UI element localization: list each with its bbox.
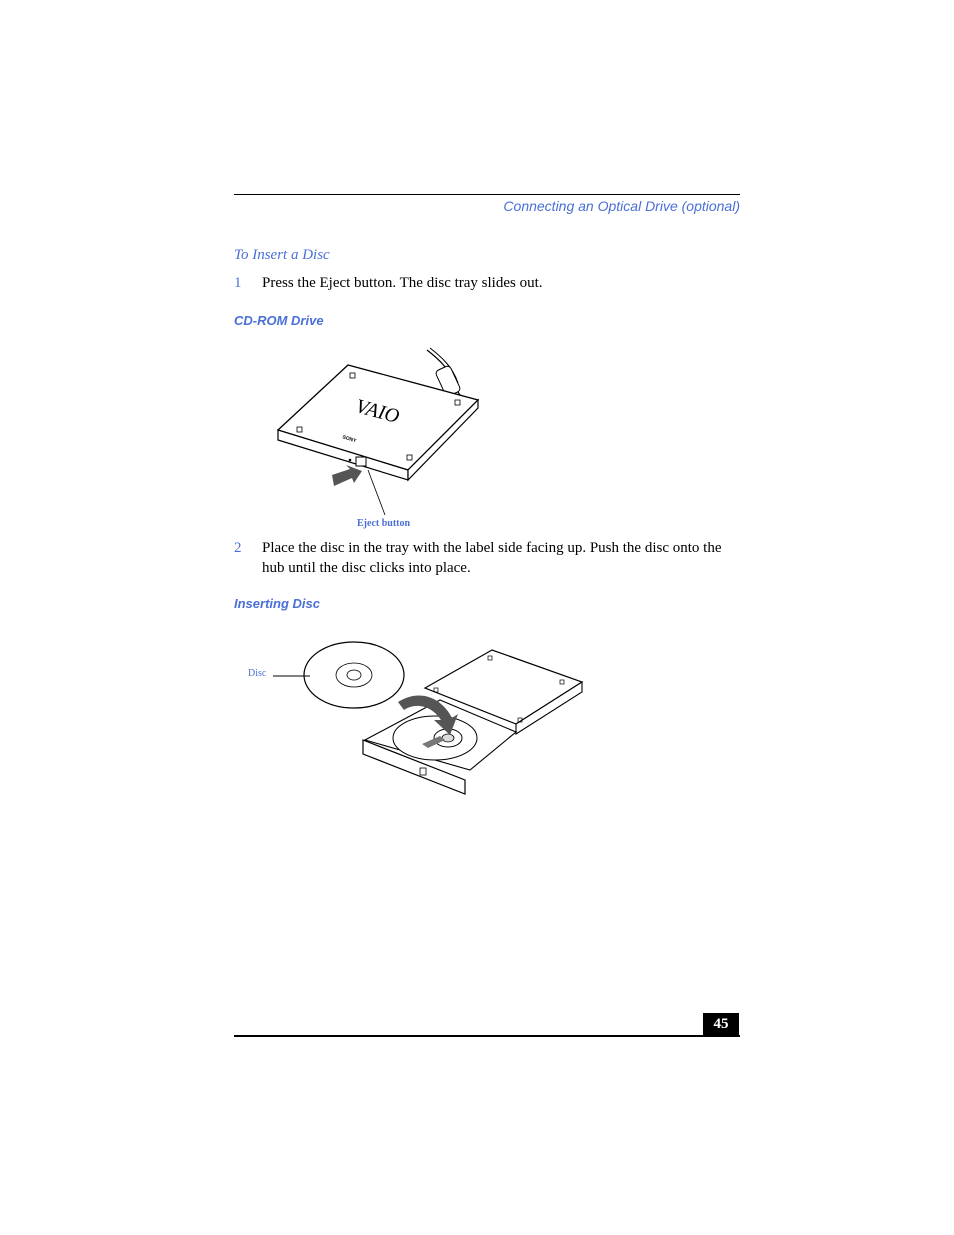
step-1-text: Press the Eject button. The disc tray slides out.: [262, 275, 543, 291]
figure-1-caption: CD-ROM Drive: [234, 313, 324, 328]
svg-text:SONY: SONY: [341, 434, 357, 445]
step-1-number: 1: [234, 275, 242, 291]
svg-text:VAIO: VAIO: [353, 395, 402, 428]
disc-callout: Disc: [248, 668, 267, 679]
running-header: Connecting an Optical Drive (optional): [503, 198, 740, 214]
header-rule: [234, 194, 740, 195]
page-number: 45: [703, 1013, 739, 1035]
inserting-disc-illustration: [270, 640, 590, 800]
eject-button-callout: Eject button: [357, 518, 411, 529]
cd-rom-drive-illustration: [270, 345, 490, 520]
footer-rule: [234, 1035, 740, 1037]
section-title: To Insert a Disc: [234, 247, 330, 263]
step-2-text: Place the disc in the tray with the label side facing up. Push the disc onto the hub until the disc clicks into place.: [262, 540, 722, 576]
figure-2-caption: Inserting Disc: [234, 596, 320, 611]
step-2-number: 2: [234, 540, 242, 556]
